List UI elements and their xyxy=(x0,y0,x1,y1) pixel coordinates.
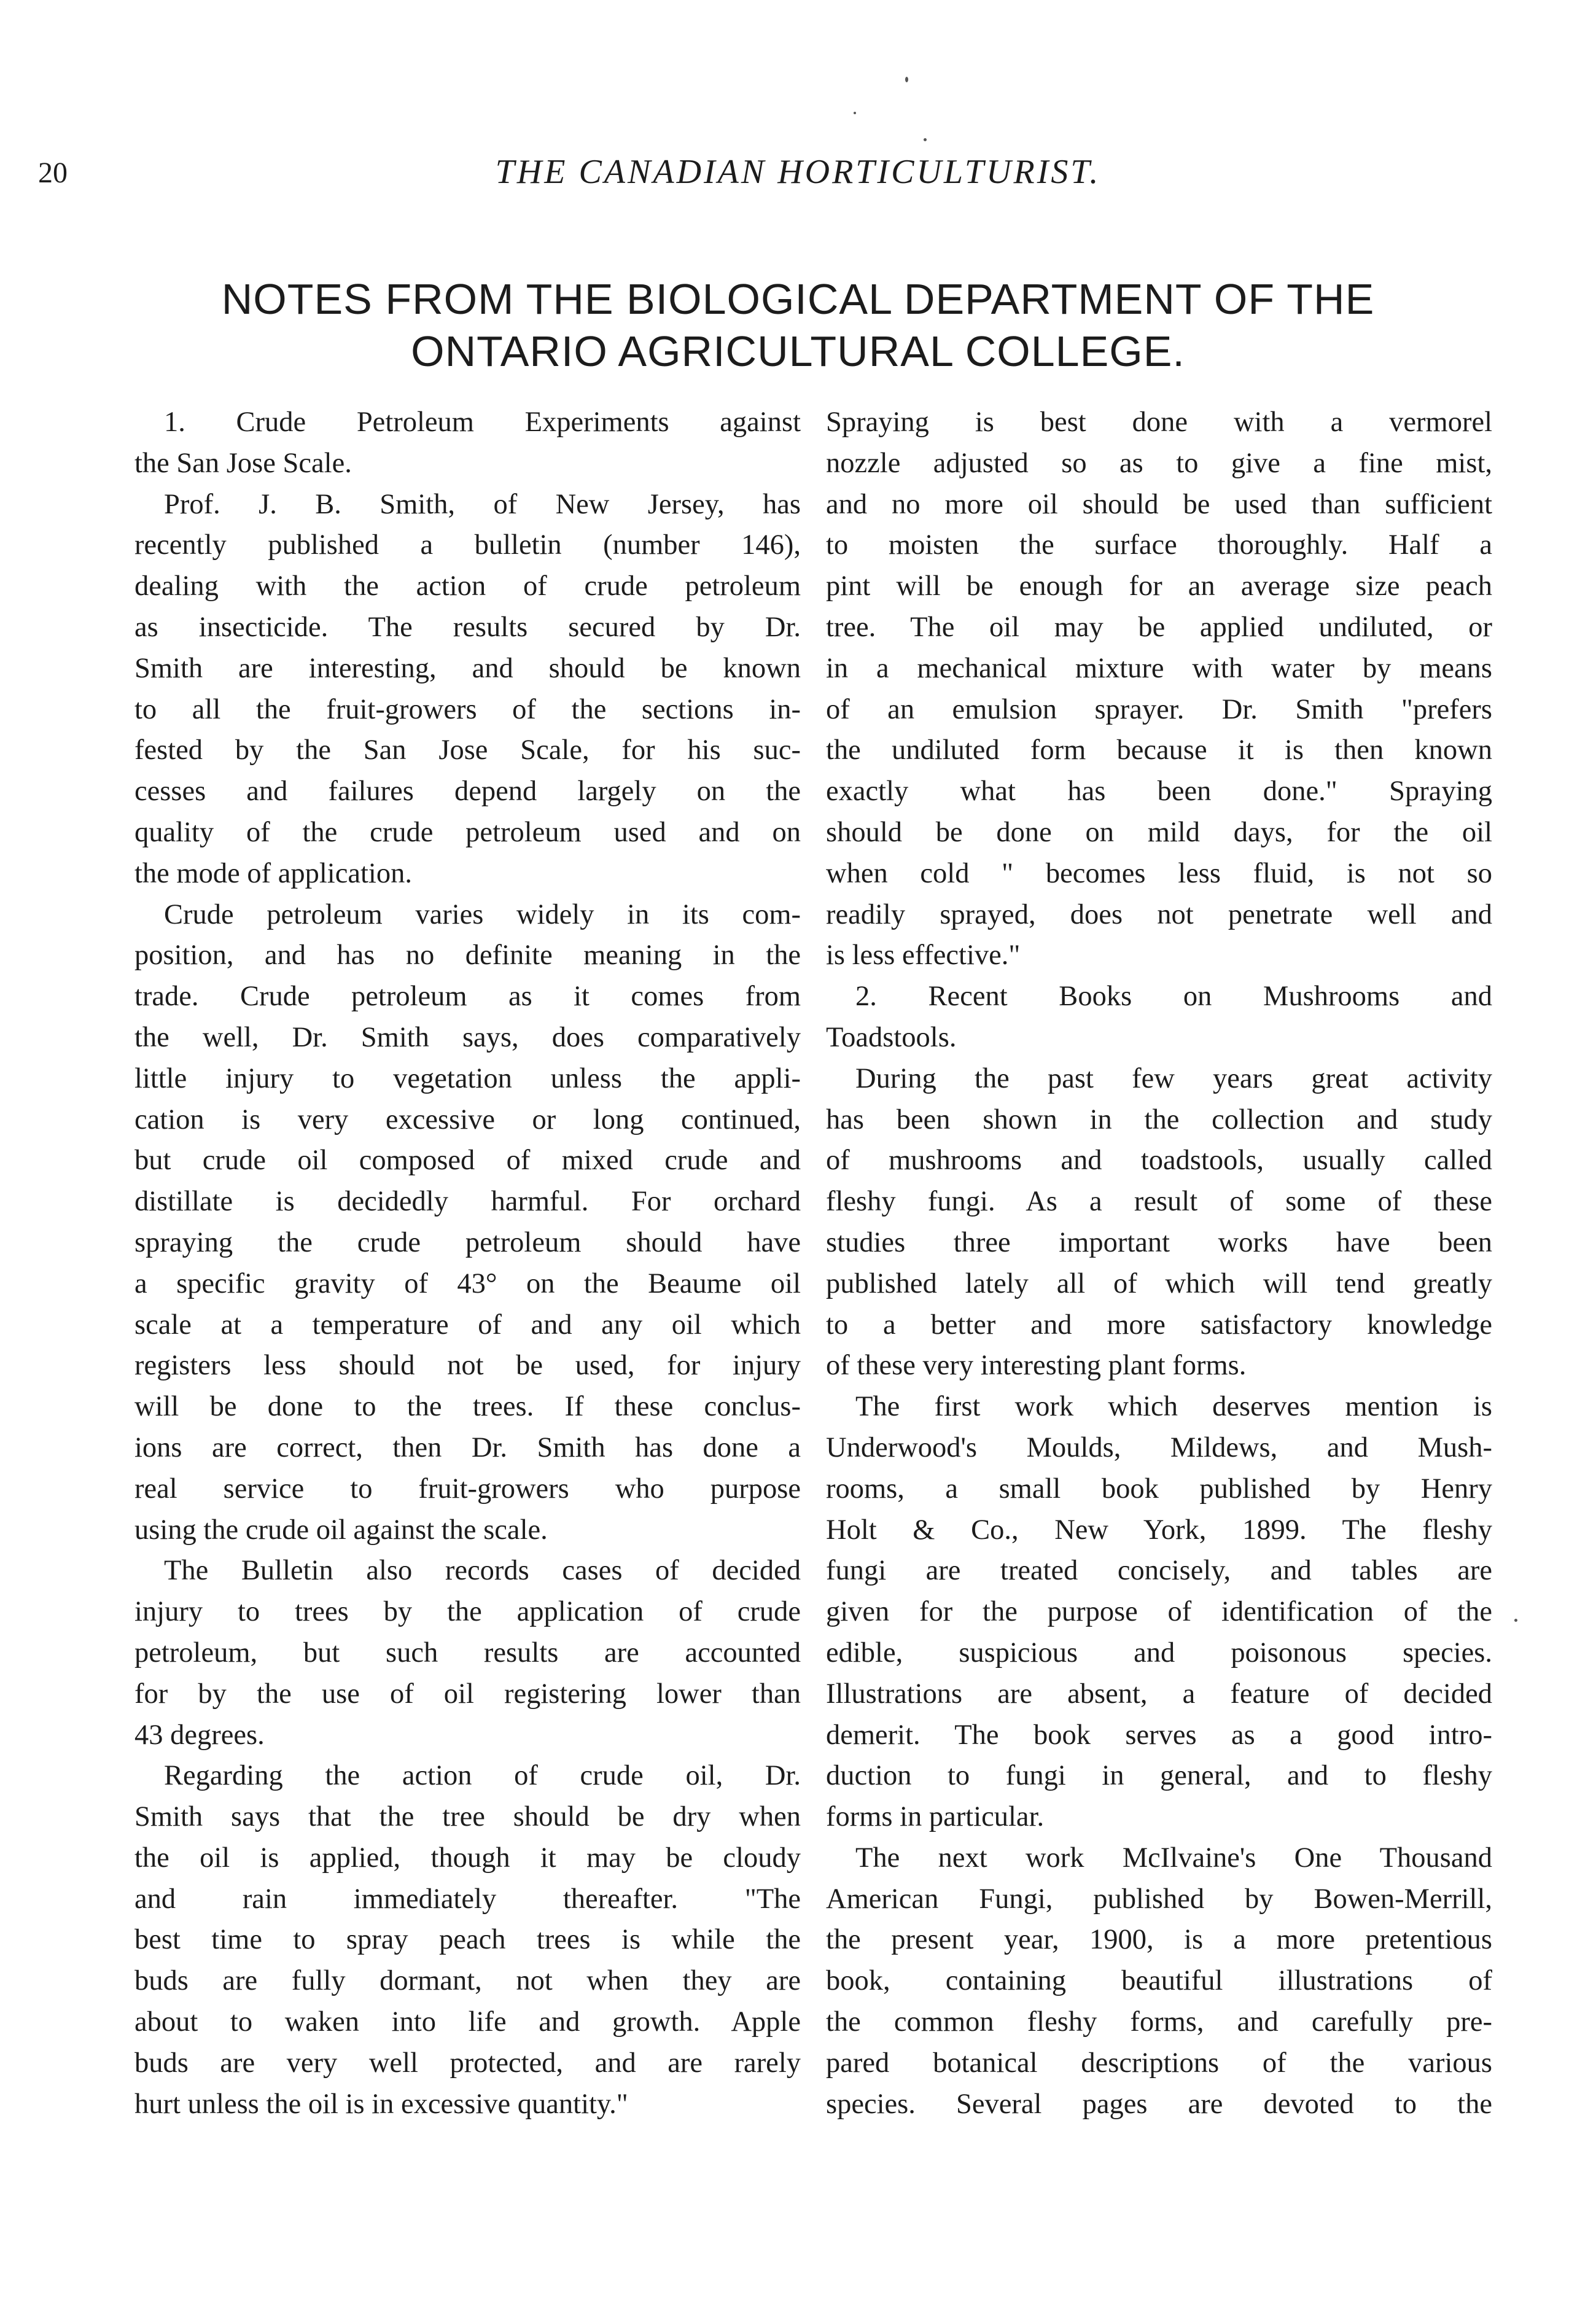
text-line: best time to spray peach trees is while the xyxy=(134,1924,801,1956)
text-line: pared botanical descriptions of the various xyxy=(826,2047,1492,2079)
text-line: readily sprayed, does not penetrate well and xyxy=(826,898,1492,930)
text-line: will be done to the trees. If these conclus- xyxy=(134,1391,801,1423)
text-line: the oil is applied, though it may be cloudy xyxy=(134,1842,801,1874)
text-line: dealing with the action of crude petroleum xyxy=(134,570,801,602)
print-speck xyxy=(854,112,856,114)
text-line: the undiluted form because it is then known xyxy=(826,734,1492,766)
text-line: exactly what has been done." Spraying xyxy=(826,776,1492,808)
text-line: American Fungi, published by Bowen-Merrill, xyxy=(826,1883,1492,1915)
running-head: THE CANADIAN HORTICULTURIST. xyxy=(495,153,1101,191)
text-line: real service to fruit-growers who purpose xyxy=(134,1473,801,1505)
text-line: Underwood's Moulds, Mildews, and Mush- xyxy=(826,1431,1492,1463)
text-line: Holt & Co., New York, 1899. The fleshy xyxy=(826,1514,1492,1546)
text-line: Spraying is best done with a vermorel xyxy=(826,407,1492,438)
text-line: 43 degrees. xyxy=(134,1719,265,1751)
text-line: quality of the crude petroleum used and on xyxy=(134,816,801,848)
text-line: when cold " becomes less fluid, is not so xyxy=(826,857,1492,889)
text-line: fleshy fungi. As a result of some of these xyxy=(826,1186,1492,1218)
text-line: 1. Crude Petroleum Experiments against xyxy=(164,407,801,438)
text-line: is less effective." xyxy=(826,940,1021,971)
text-line: of these very interesting plant forms. xyxy=(826,1350,1247,1382)
text-line: tree. The oil may be applied undiluted, or xyxy=(826,611,1492,643)
text-line: nozzle adjusted so as to give a fine mist, xyxy=(826,447,1492,479)
text-line: petroleum, but such results are accounted xyxy=(134,1637,801,1668)
text-line: fested by the San Jose Scale, for his suc- xyxy=(134,734,801,766)
text-line: buds are very well protected, and are rarely xyxy=(134,2047,801,2079)
text-line: given for the purpose of identification of the xyxy=(826,1596,1492,1628)
text-line: little injury to vegetation unless the appli- xyxy=(134,1062,801,1094)
text-line: the mode of application. xyxy=(134,857,412,889)
text-line: The next work McIlvaine's One Thousand xyxy=(855,1842,1492,1874)
text-line: edible, suspicious and poisonous species. xyxy=(826,1637,1492,1668)
text-line: Prof. J. B. Smith, of New Jersey, has xyxy=(164,488,801,520)
right-column xyxy=(826,402,1492,2125)
text-line: published lately all of which will tend greatly xyxy=(826,1267,1492,1299)
text-line: of an emulsion sprayer. Dr. Smith "prefers xyxy=(826,693,1492,725)
text-line: the well, Dr. Smith says, does comparatively xyxy=(134,1021,801,1053)
text-line: registers less should not be used, for injury xyxy=(134,1350,801,1382)
text-line: scale at a temperature of and any oil which xyxy=(134,1309,801,1341)
print-speck xyxy=(924,138,927,141)
page-number: 20 xyxy=(38,157,68,189)
text-line: Regarding the action of crude oil, Dr. xyxy=(164,1760,801,1792)
text-line: the San Jose Scale. xyxy=(134,447,352,479)
text-line: to all the fruit-growers of the sections in- xyxy=(134,693,801,725)
text-line: and no more oil should be used than sufficient xyxy=(826,488,1492,520)
text-line: Smith says that the tree should be dry when xyxy=(134,1801,801,1833)
text-line: as insecticide. The results secured by Dr. xyxy=(134,611,801,643)
print-speck xyxy=(1514,1619,1517,1622)
text-line: ions are correct, then Dr. Smith has done a xyxy=(134,1431,801,1463)
text-line: pint will be enough for an average size peach xyxy=(826,570,1492,602)
text-line: duction to fungi in general, and to fleshy xyxy=(826,1760,1492,1792)
text-line: hurt unless the oil is in excessive quantity." xyxy=(134,2088,628,2120)
text-line: forms in particular. xyxy=(826,1801,1045,1833)
text-line: the common fleshy forms, and carefully pre- xyxy=(826,2006,1492,2038)
text-line: Toadstools. xyxy=(826,1021,957,1053)
text-line: should be done on mild days, for the oil xyxy=(826,816,1492,848)
print-speck xyxy=(905,77,908,82)
text-line: position, and has no definite meaning in the xyxy=(134,940,801,971)
text-line: of mushrooms and toadstools, usually called xyxy=(826,1145,1492,1177)
text-line: Illustrations are absent, a feature of decided xyxy=(826,1678,1492,1710)
text-line: rooms, a small book published by Henry xyxy=(826,1473,1492,1505)
text-line: book, containing beautiful illustrations of xyxy=(826,1965,1492,1997)
text-line: buds are fully dormant, not when they are xyxy=(134,1965,801,1997)
text-line: and rain immediately thereafter. "The xyxy=(134,1883,801,1915)
text-line: fungi are treated concisely, and tables are xyxy=(826,1555,1492,1587)
text-line: 2. Recent Books on Mushrooms and xyxy=(855,981,1492,1013)
text-line: cesses and failures depend largely on the xyxy=(134,776,801,808)
text-line: distillate is decidedly harmful. For orchard xyxy=(134,1186,801,1218)
text-line: The first work which deserves mention is xyxy=(855,1391,1492,1423)
text-line: cation is very excessive or long continued, xyxy=(134,1104,801,1135)
text-line: studies three important works have been xyxy=(826,1226,1492,1258)
text-line: species. Several pages are devoted to the xyxy=(826,2088,1492,2120)
text-line: trade. Crude petroleum as it comes from xyxy=(134,981,801,1013)
text-line: During the past few years great activity xyxy=(855,1062,1492,1094)
article-title-line-2: ONTARIO AGRICULTURAL COLLEGE. xyxy=(411,327,1185,375)
text-line: the present year, 1900, is a more pretentious xyxy=(826,1924,1492,1956)
text-line: injury to trees by the application of crude xyxy=(134,1596,801,1628)
text-line: recently published a bulletin (number 146), xyxy=(134,529,801,561)
text-line: using the crude oil against the scale. xyxy=(134,1514,548,1546)
text-line: demerit. The book serves as a good intro- xyxy=(826,1719,1492,1751)
text-line: has been shown in the collection and study xyxy=(826,1104,1492,1135)
text-line: spraying the crude petroleum should have xyxy=(134,1226,801,1258)
left-column xyxy=(134,402,801,2125)
text-line: to moisten the surface thoroughly. Half a xyxy=(826,529,1492,561)
text-line: but crude oil composed of mixed crude and xyxy=(134,1145,801,1177)
text-line: Smith are interesting, and should be known xyxy=(134,652,801,684)
article-title-line-1: NOTES FROM THE BIOLOGICAL DEPARTMENT OF THE xyxy=(221,275,1375,323)
text-line: in a mechanical mixture with water by means xyxy=(826,652,1492,684)
text-line: a specific gravity of 43° on the Beaume oil xyxy=(134,1267,801,1299)
text-line: to a better and more satisfactory knowledge xyxy=(826,1309,1492,1341)
text-line: Crude petroleum varies widely in its com- xyxy=(164,898,801,930)
text-line: The Bulletin also records cases of decided xyxy=(164,1555,801,1587)
article-title xyxy=(123,273,1473,378)
text-line: about to waken into life and growth. Apple xyxy=(134,2006,801,2038)
text-line: for by the use of oil registering lower than xyxy=(134,1678,801,1710)
